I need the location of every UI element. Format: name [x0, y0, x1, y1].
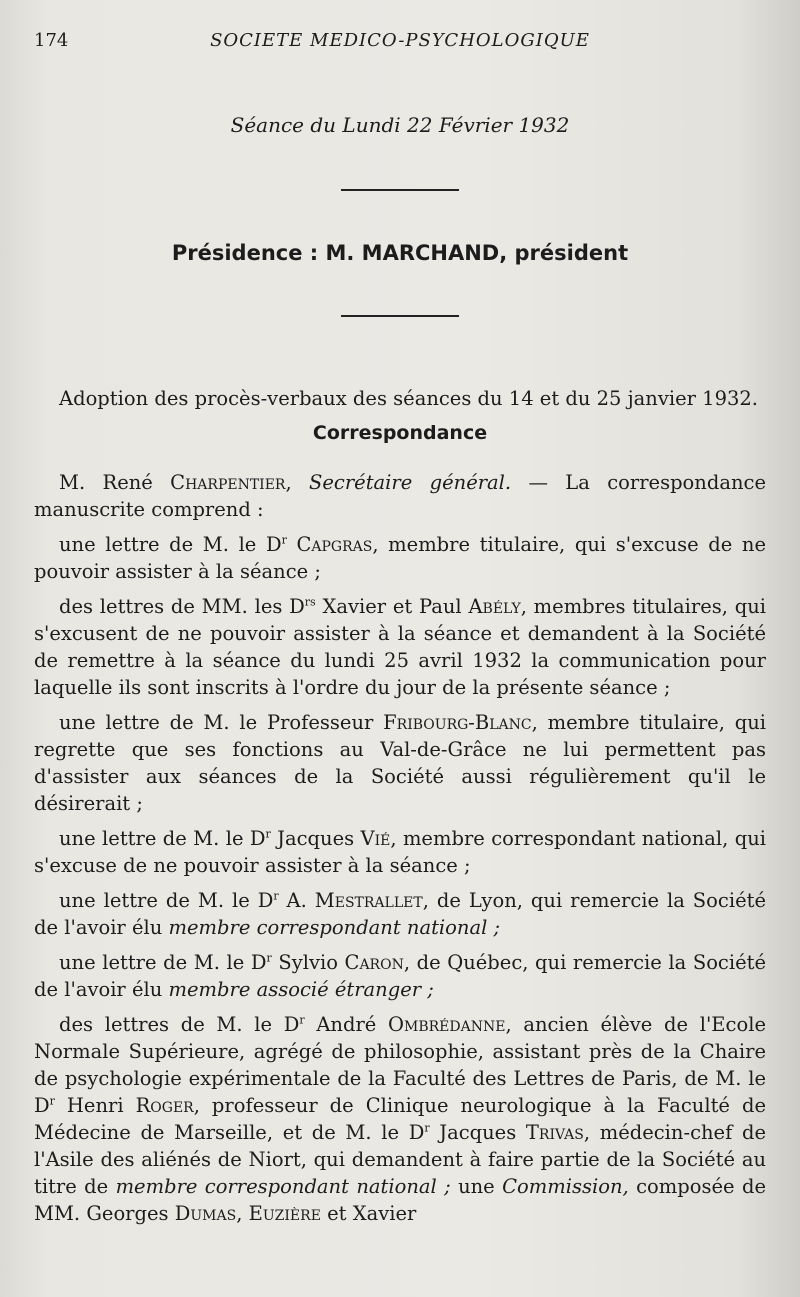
- person-name: Roger: [135, 1094, 194, 1117]
- text-span: Henri: [54, 1094, 136, 1117]
- person-name: Vié: [360, 827, 391, 850]
- person-name: Euzière: [248, 1202, 321, 1225]
- text-span: A.: [278, 889, 315, 912]
- text-span: une: [450, 1175, 503, 1198]
- commission-label: Commission,: [502, 1175, 629, 1198]
- text-span: une lettre de M. le D: [59, 951, 267, 974]
- text-span: , de Québec, qui remercie la Société de l'avoir élu: [34, 951, 767, 1001]
- paragraph-secretary: [34, 469, 766, 523]
- adoption-paragraph: Adoption des procès-verbaux des séances du 14 et du 25 janvier 1932.: [59, 387, 759, 410]
- text-span: ,: [236, 1202, 249, 1225]
- page-number: 174: [34, 30, 69, 51]
- person-name: Abély: [468, 595, 521, 618]
- paragraph-letter-fribourg-blanc: [34, 709, 766, 817]
- paragraph-letter-mestrallet: [34, 887, 766, 941]
- divider-rule: [341, 315, 459, 317]
- text-span: une lettre de M. le Professeur: [59, 711, 384, 734]
- person-name: Capgras: [296, 533, 373, 556]
- paragraph-letters-applicants: [34, 1011, 766, 1227]
- text-span: ,: [285, 471, 310, 494]
- text-span: , membre titulaire, qui s'excuse de ne pouvoir assister à la séance ;: [34, 533, 767, 583]
- running-title: SOCIETE MEDICO-PSYCHOLOGIQUE: [210, 30, 590, 51]
- person-name: Charpentier: [170, 471, 286, 494]
- text-span: composée de MM. Georges: [34, 1175, 766, 1225]
- person-name: Ombrédanne: [388, 1013, 506, 1036]
- text-span: Xavier et Paul: [315, 595, 469, 618]
- text-span: , membre titulaire, qui regrette que ses fonctions au Val-de-Grâce ne lui permettent pas d'assister aux séances de la Société aussi régulièrement qu'il le désirerait ;: [34, 711, 766, 815]
- role-title: Secrétaire général.: [309, 471, 512, 494]
- superscript: r: [266, 951, 272, 965]
- superscript: rs: [304, 595, 316, 609]
- session-title: Séance du Lundi 22 Février 1932: [230, 113, 570, 137]
- paragraph-letter-vie: [34, 825, 766, 879]
- membership-status: membre associé étranger ;: [168, 978, 434, 1001]
- text-span: Sylvio: [271, 951, 345, 974]
- text-span: M. René: [59, 471, 171, 494]
- person-name: Trivas: [525, 1121, 584, 1144]
- membership-status: membre correspondant national ;: [168, 916, 501, 939]
- membership-status: membre correspondant national ;: [115, 1175, 451, 1198]
- running-header: [34, 30, 766, 51]
- superscript: r: [273, 889, 279, 903]
- superscript: r: [265, 827, 271, 841]
- presidency-heading: Présidence : M. MARCHAND, président: [171, 241, 629, 265]
- superscript: r: [299, 1013, 305, 1027]
- text-span: Jacques: [429, 1121, 526, 1144]
- person-name: Dumas: [174, 1202, 237, 1225]
- paragraph-letter-capgras: [34, 531, 766, 585]
- paragraph-letter-caron: [34, 949, 766, 1003]
- body-text: [34, 385, 766, 1227]
- text-span: , ancien élève de l'Ecole Normale Supérieure, agrégé de philosophie, assistant près de la Chaire de psychologie expérimentale de la Faculté des Lettres de Paris, de M. le D: [34, 1013, 766, 1117]
- text-span: une lettre de M. le D: [59, 889, 274, 912]
- text-span: des lettres de M. le D: [59, 1013, 300, 1036]
- text-span: une lettre de M. le D: [59, 533, 282, 556]
- person-name: Mestrallet: [314, 889, 423, 912]
- text-span: , médecin-chef de l'Asile des aliénés de Niort, qui demandent à faire partie de la Société au titre de: [34, 1121, 766, 1198]
- divider-rule: [341, 189, 459, 191]
- text-span: une lettre de M. le D: [59, 827, 266, 850]
- superscript: r: [281, 533, 287, 547]
- superscript: r: [424, 1121, 430, 1135]
- text-span: — La correspondance manuscrite comprend :: [34, 471, 766, 521]
- text-span: et Xavier: [320, 1202, 417, 1225]
- text-span: André: [304, 1013, 388, 1036]
- person-name: Caron: [344, 951, 404, 974]
- superscript: r: [49, 1094, 55, 1108]
- text-span: Jacques: [270, 827, 361, 850]
- paragraph-letters-abely: [34, 593, 766, 701]
- text-span: , membres titulaires, qui s'excusent de ne pouvoir assister à la séance et demandent à la Société de remettre à la séance du lundi 25 avril 1932 la communication pour laquelle ils sont inscrits à l'ordre du jour de la présente séance ;: [34, 595, 766, 699]
- text-span: , de Lyon, qui remercie la Société de l'avoir élu: [34, 889, 766, 939]
- correspondence-heading: Correspondance: [312, 422, 488, 444]
- text-span: des lettres de MM. les D: [59, 595, 305, 618]
- text-span: , membre correspondant national, qui s'excuse de ne pouvoir assister à la séance ;: [34, 827, 767, 877]
- text-span: , professeur de Clinique neurologique à la Faculté de Médecine de Marseille, et de M. le D: [34, 1094, 767, 1144]
- person-name: Fribourg-Blanc: [383, 711, 532, 734]
